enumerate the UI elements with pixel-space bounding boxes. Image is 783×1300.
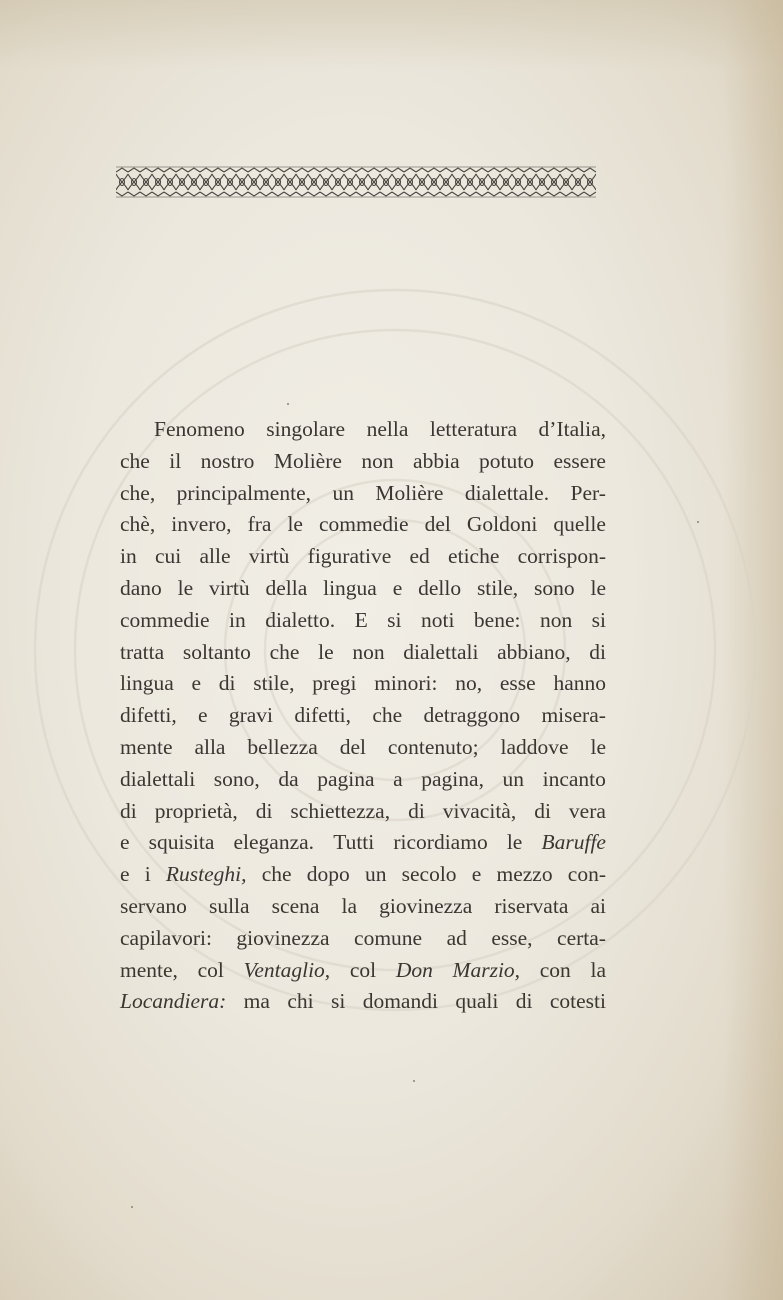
word: il — [169, 448, 182, 473]
word: dialettale. — [464, 480, 550, 505]
word: le — [177, 575, 194, 600]
paragraph-line — [120, 955, 606, 987]
word: nella — [366, 417, 409, 441]
word: contenuto; — [387, 734, 479, 759]
word: quali — [455, 989, 499, 1014]
word: Molière — [273, 448, 342, 473]
word: e — [198, 703, 208, 728]
word: un — [364, 862, 387, 887]
paragraph-line — [120, 573, 606, 605]
word: non — [352, 639, 385, 664]
word: cotesti — [549, 989, 606, 1014]
word: nostro — [200, 448, 255, 473]
word: che — [261, 862, 292, 887]
word: fra — [247, 512, 272, 537]
word: principalmente, — [176, 480, 311, 505]
word: sono, — [213, 766, 260, 791]
word: di — [120, 798, 137, 823]
paragraph-line — [120, 986, 606, 1018]
paragraph-line — [120, 700, 606, 732]
word: in — [229, 607, 246, 632]
word: le — [506, 830, 523, 855]
word: e — [392, 575, 403, 600]
word: potuto — [479, 448, 534, 473]
word: che — [372, 703, 403, 728]
word: pagina, — [421, 766, 484, 791]
word: i — [144, 862, 151, 887]
word: mente, — [120, 957, 178, 982]
paragraph-line — [120, 446, 606, 478]
word: di — [589, 639, 606, 664]
word: in — [120, 544, 137, 569]
word: tratta — [120, 639, 165, 664]
word: minori: — [374, 671, 438, 696]
word: lingua — [323, 575, 377, 600]
word: misera- — [541, 703, 606, 728]
word: Molière — [375, 480, 444, 505]
word: di — [255, 798, 273, 823]
word: esse — [499, 671, 536, 696]
word: d’Italia, — [538, 417, 606, 441]
word: detraggono — [423, 703, 521, 728]
word: non — [361, 448, 394, 473]
word: Baruffe — [541, 830, 606, 855]
word: pregi — [312, 671, 357, 696]
word: ma — [243, 989, 270, 1014]
word: E — [354, 607, 368, 632]
word: invero, — [171, 512, 232, 537]
word: ed — [409, 544, 430, 569]
word: noti — [420, 607, 455, 632]
word: la — [590, 957, 606, 982]
word: col — [349, 957, 377, 982]
paragraph-line — [120, 859, 606, 891]
word: ad — [446, 925, 467, 950]
paragraph-line — [120, 668, 606, 700]
word: vera — [568, 798, 606, 823]
paragraph-line — [120, 827, 606, 859]
word: a — [393, 766, 403, 791]
word: dello — [418, 575, 462, 600]
paragraph-line — [120, 509, 606, 541]
word: un — [332, 480, 354, 505]
paper-speck — [697, 521, 699, 523]
word: stile, — [253, 671, 295, 696]
word: stile, — [476, 575, 519, 600]
word: virtù — [248, 544, 290, 569]
word: lingua — [120, 671, 174, 696]
body-paragraph — [120, 414, 606, 1018]
paragraph-line — [120, 414, 606, 446]
word: non — [539, 607, 573, 632]
paragraph-line — [120, 764, 606, 796]
word: vivacità, — [442, 798, 517, 823]
word: del — [339, 734, 366, 759]
word: eleganza. — [233, 830, 315, 855]
word: si — [591, 607, 606, 632]
word: no, — [455, 671, 483, 696]
word: bellezza — [247, 734, 318, 759]
word: le — [318, 639, 334, 664]
word: etiche — [448, 544, 500, 569]
word: mezzo — [496, 862, 553, 887]
word: Don — [395, 957, 433, 982]
word: giovinezza — [379, 893, 473, 918]
paragraph-line — [120, 478, 606, 510]
word: proprietà, — [154, 798, 238, 823]
paragraph-line — [120, 637, 606, 669]
paragraph-line — [120, 923, 606, 955]
word: dano — [120, 575, 162, 600]
word: commedie — [319, 512, 409, 537]
word: le — [287, 512, 303, 537]
word: Tutti — [333, 830, 375, 855]
word: commedie — [120, 607, 210, 632]
word: cui — [154, 544, 182, 569]
word: alle — [199, 544, 231, 569]
word: letteratura — [429, 417, 518, 441]
word: schiettezza, — [290, 798, 391, 823]
word: sono — [534, 575, 575, 600]
word: laddove — [500, 734, 569, 759]
word: secolo — [401, 862, 457, 887]
word: dialettali — [403, 639, 479, 664]
word: soltanto — [182, 639, 251, 664]
word: corrispon- — [517, 544, 606, 569]
word: che — [269, 639, 300, 664]
word: un — [502, 766, 525, 791]
word: e — [120, 862, 130, 887]
word: singolare — [266, 417, 346, 441]
word: del — [424, 512, 451, 537]
paper-speck — [413, 1080, 415, 1082]
word: che, — [120, 480, 156, 505]
word: Rusteghi, — [165, 862, 247, 887]
word: figurative — [307, 544, 392, 569]
word: che — [120, 448, 150, 473]
word: giovinezza — [236, 925, 330, 950]
word: le — [590, 734, 606, 759]
word: di — [408, 798, 425, 823]
word: chi — [287, 989, 314, 1014]
word: e — [471, 862, 482, 887]
word: servano — [120, 893, 187, 918]
word: di — [534, 798, 551, 823]
word: esse, — [491, 925, 533, 950]
word: essere — [553, 448, 606, 473]
word: Fenomeno — [154, 417, 245, 441]
word: ricordiamo — [393, 830, 488, 855]
word: sulla — [208, 893, 250, 918]
word: quelle — [553, 512, 606, 537]
word: abbiano, — [497, 639, 571, 664]
paragraph-line — [120, 796, 606, 828]
word: le — [590, 575, 606, 600]
paragraph-line — [120, 541, 606, 573]
word: da — [278, 766, 299, 791]
paragraph-line — [120, 891, 606, 923]
decorative-border-ornament — [116, 166, 596, 198]
word: difetti, — [294, 703, 352, 728]
paragraph-line — [120, 732, 606, 764]
word: squisita — [148, 830, 215, 855]
word: ai — [590, 893, 606, 918]
word: virtù — [209, 575, 250, 600]
word: abbia — [413, 448, 460, 473]
word: si — [330, 989, 346, 1014]
word: si — [387, 607, 402, 632]
word: di — [515, 989, 533, 1014]
word: capilavori: — [120, 925, 212, 950]
paper-speck — [287, 403, 289, 405]
word: Marzio, — [452, 957, 521, 982]
word: di — [218, 671, 236, 696]
word: Goldoni — [466, 512, 538, 537]
word: Locandiera: — [120, 989, 227, 1014]
word: Per- — [570, 480, 606, 505]
word: scena — [271, 893, 320, 918]
word: pagina — [317, 766, 375, 791]
word: la — [341, 893, 358, 918]
word: mente — [120, 734, 173, 759]
word: bene: — [473, 607, 521, 632]
word: certa- — [557, 925, 606, 950]
word: alla — [194, 734, 226, 759]
word: col — [197, 957, 224, 982]
word: Ventaglio, — [243, 957, 331, 982]
word: dopo — [306, 862, 350, 887]
word: comune — [354, 925, 423, 950]
word: dialettali — [120, 766, 196, 791]
word: hanno — [553, 671, 606, 696]
word: domandi — [362, 989, 438, 1014]
word: con- — [567, 862, 606, 887]
word: con — [539, 957, 571, 982]
word: e — [191, 671, 202, 696]
word: riservata — [494, 893, 569, 918]
word: e — [120, 830, 130, 855]
word: difetti, — [120, 703, 177, 728]
word: chè, — [120, 512, 156, 537]
paragraph-line — [120, 605, 606, 637]
word: dialetto. — [265, 607, 336, 632]
word: della — [265, 575, 308, 600]
word: gravi — [228, 703, 274, 728]
paper-speck — [131, 1206, 133, 1208]
word: incanto — [542, 766, 606, 791]
